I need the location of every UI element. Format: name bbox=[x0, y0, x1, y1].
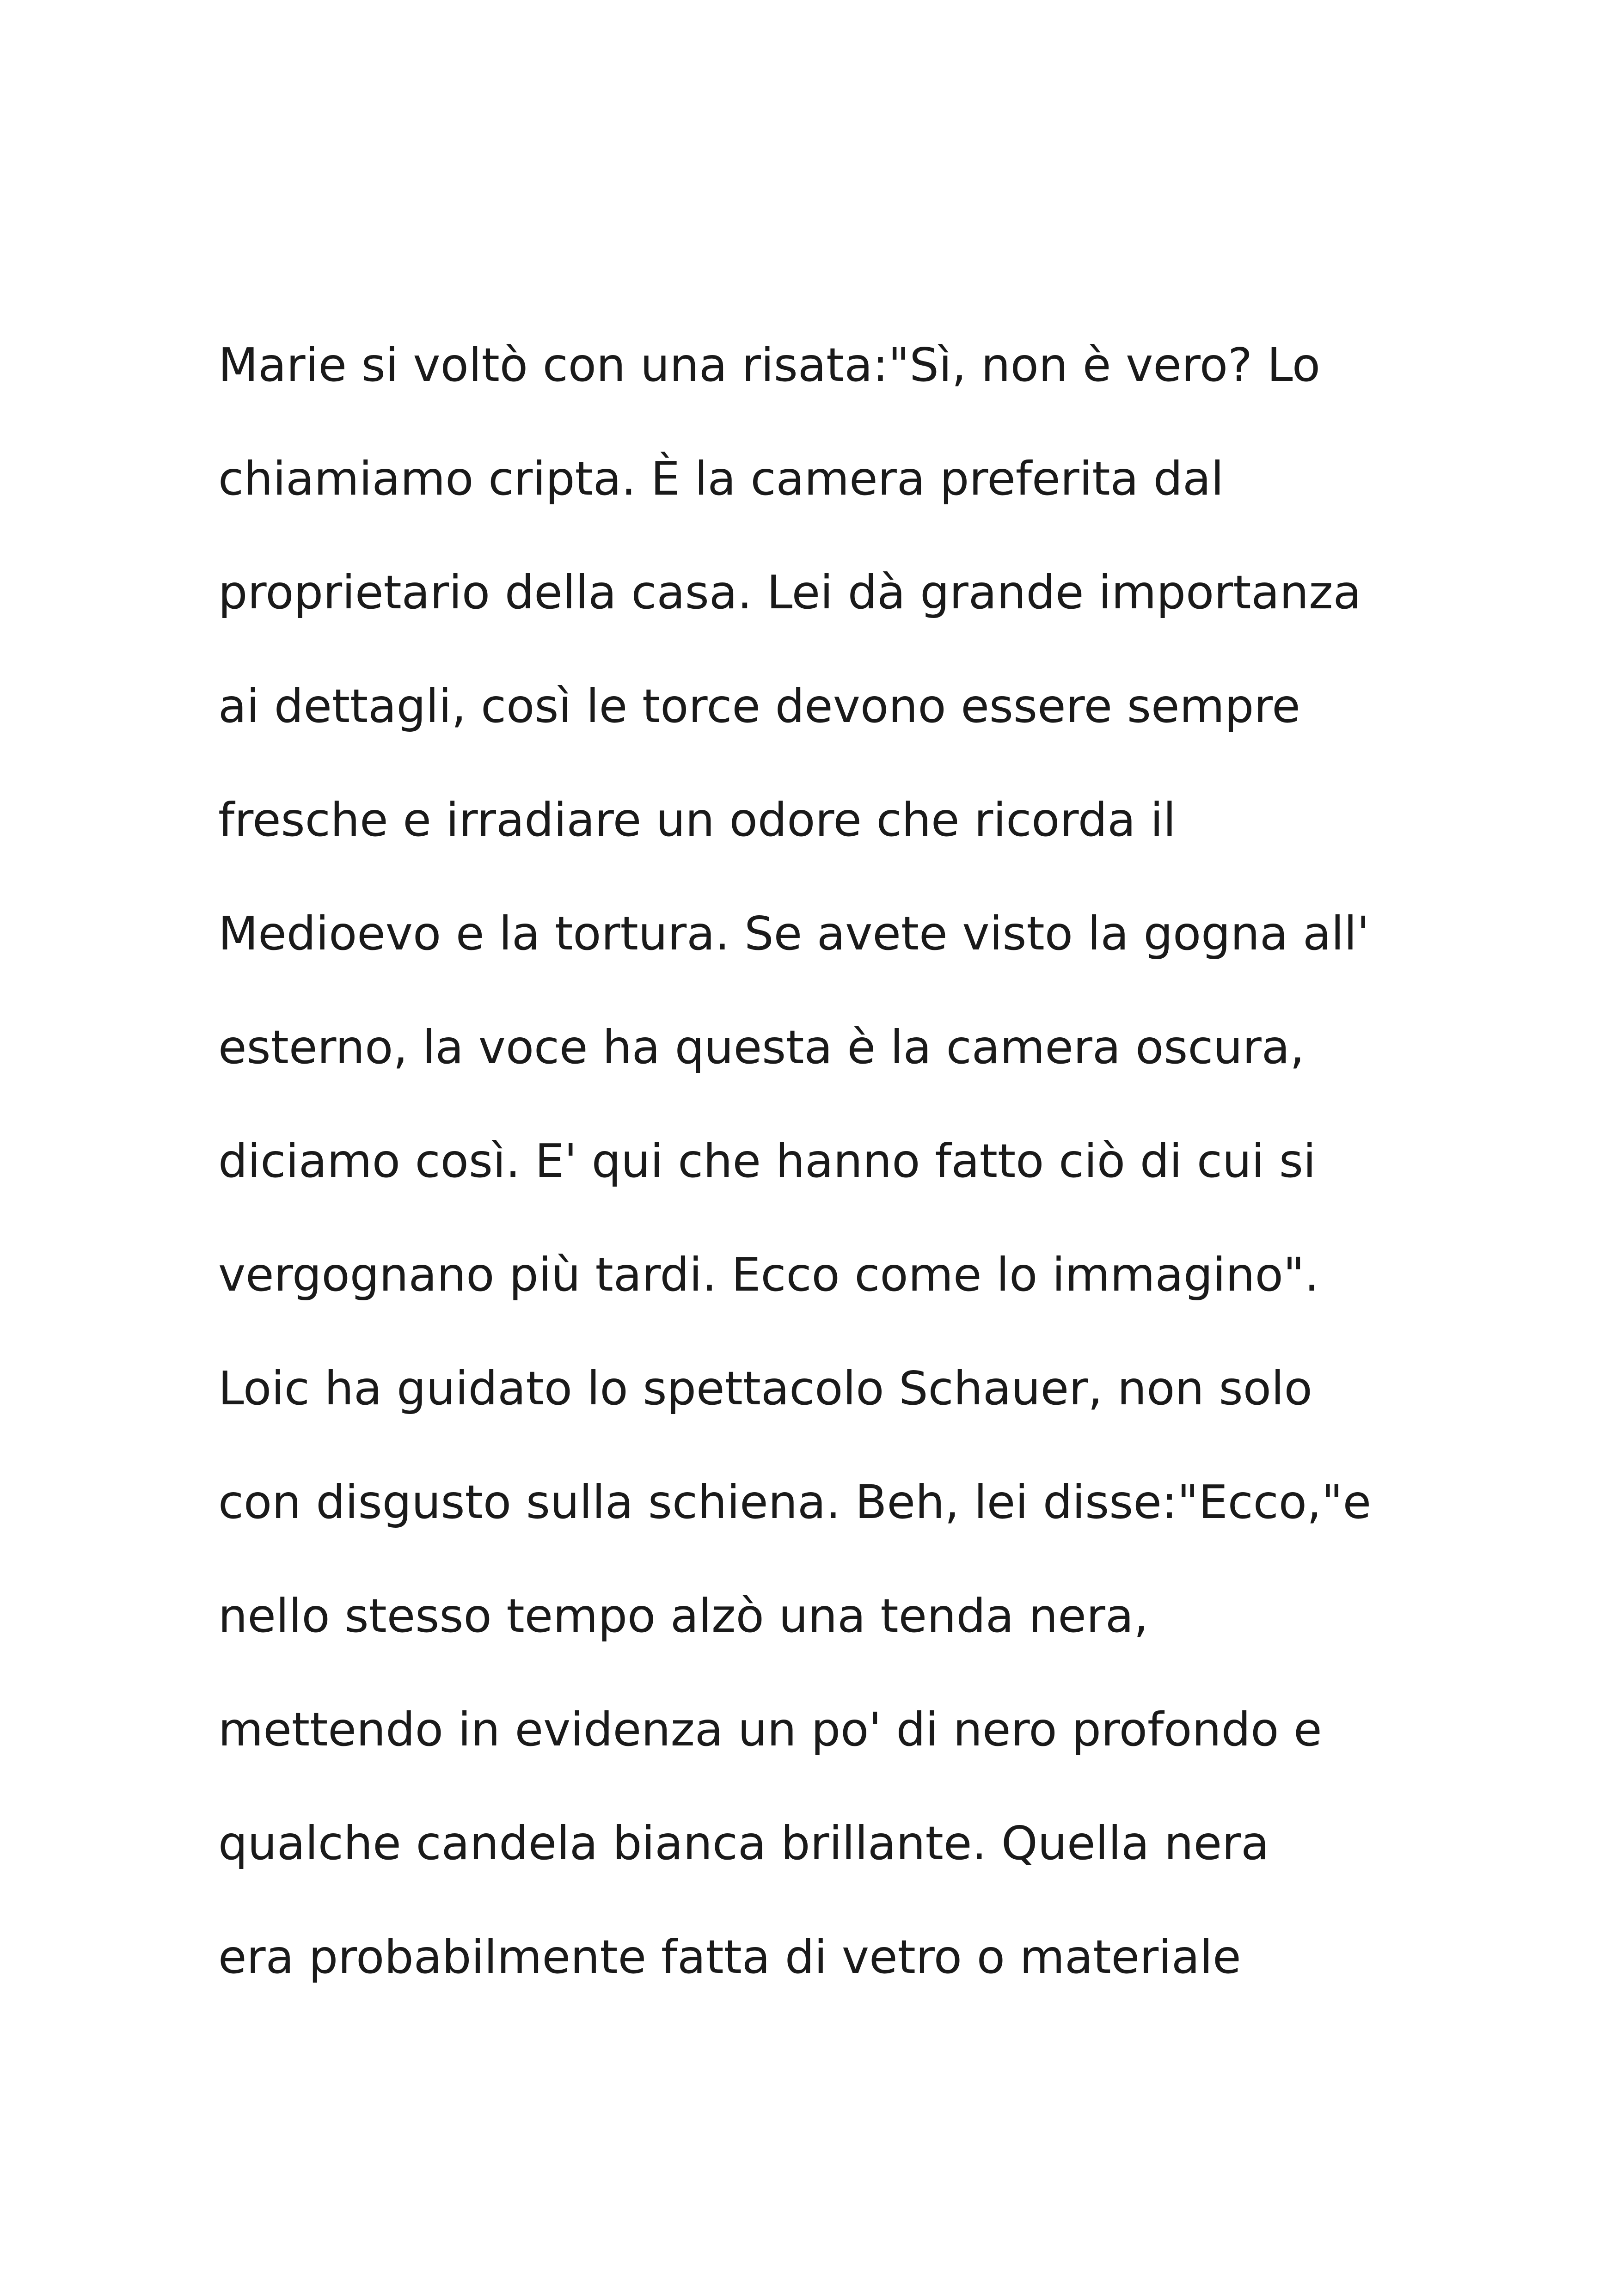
text-line: nello stesso tempo alzò una tenda nera, bbox=[218, 1589, 1149, 1643]
text-line: mettendo in evidenza un po' di nero profondo e bbox=[218, 1702, 1322, 1757]
text-line: con disgusto sulla schiena. Beh, lei disse:"Ecco,"e bbox=[218, 1475, 1372, 1529]
text-line: qualche candela bianca brillante. Quella nera bbox=[218, 1816, 1269, 1870]
text-line: ai dettagli, così le torce devono essere sempre bbox=[218, 679, 1300, 733]
text-line: era probabilmente fatta di vetro o materiale bbox=[218, 1930, 1241, 1984]
text-line: proprietario della casa. Lei dà grande importanza bbox=[218, 565, 1361, 619]
text-line: Marie si voltò con una risata:"Sì, non è vero? Lo bbox=[218, 338, 1321, 392]
body-text bbox=[218, 333, 1466, 2039]
text-line: diciamo così. E' qui che hanno fatto ciò di cui si bbox=[218, 1134, 1316, 1188]
text-line: esterno, la voce ha questa è la camera oscura, bbox=[218, 1020, 1305, 1074]
text-line: fresche e irradiare un odore che ricorda il bbox=[218, 793, 1176, 847]
text-line: chiamiamo cripta. È la camera preferita dal bbox=[218, 452, 1224, 506]
text-line: vergognano più tardi. Ecco come lo immagino". bbox=[218, 1248, 1319, 1302]
text-line: Medioevo e la tortura. Se avete visto la gogna all' bbox=[218, 906, 1370, 961]
text-line: Loic ha guidato lo spettacolo Schauer, non solo bbox=[218, 1361, 1312, 1415]
